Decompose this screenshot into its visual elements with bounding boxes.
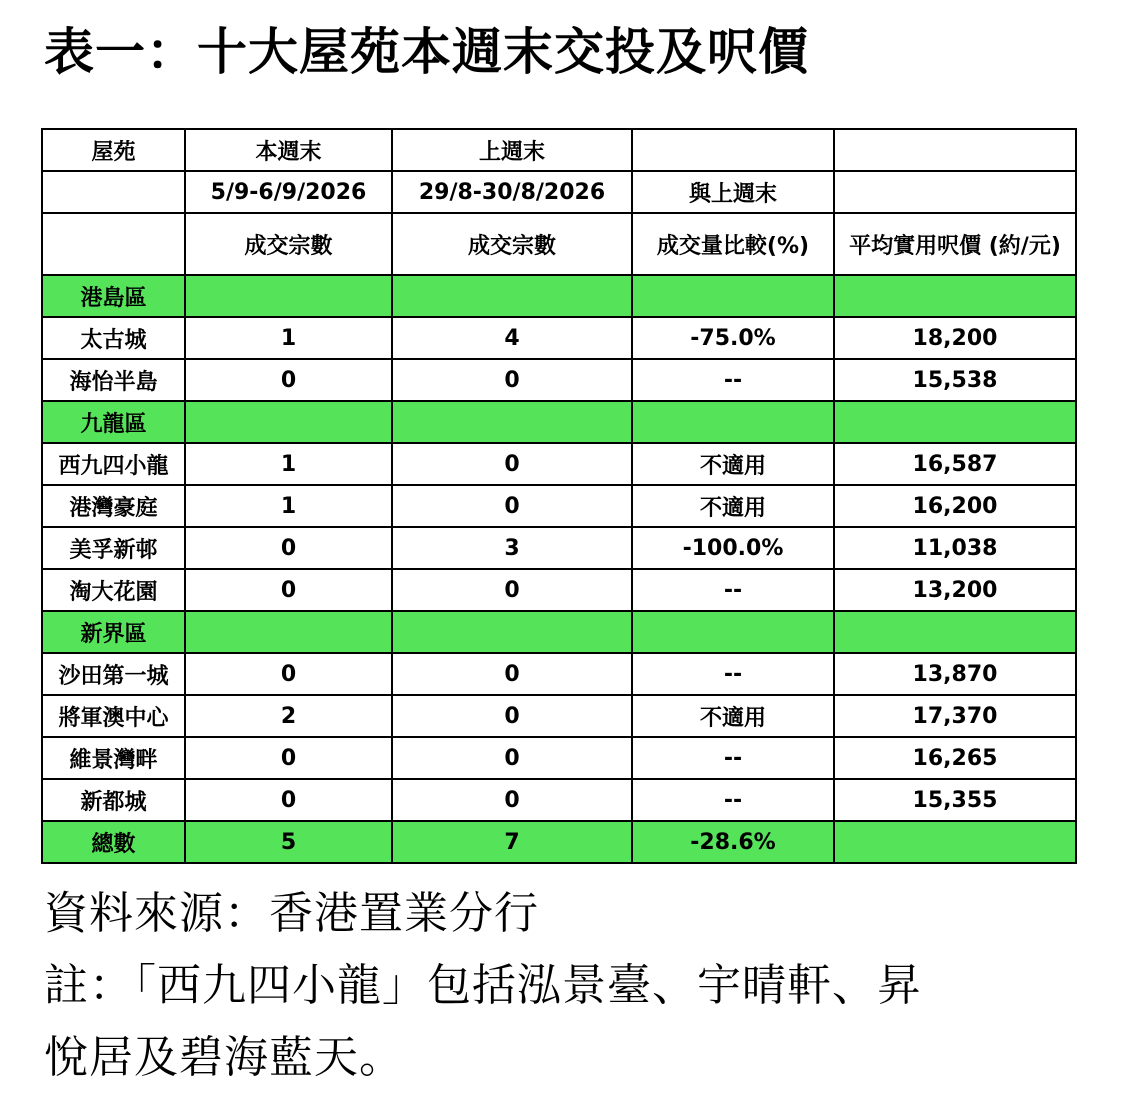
price-cell: [834, 275, 1076, 317]
price-cell: 11,038: [834, 527, 1076, 569]
header-compare-label: 與上週末: [632, 171, 834, 213]
this-weekend-cell: 5: [185, 821, 392, 863]
section-row: [42, 611, 1076, 653]
price-cell: 15,355: [834, 779, 1076, 821]
table-row: [42, 569, 1076, 611]
this-weekend-cell: 0: [185, 569, 392, 611]
last-weekend-cell: 0: [392, 443, 632, 485]
header-estate: 屋苑: [42, 129, 185, 171]
price-cell: 15,538: [834, 359, 1076, 401]
last-weekend-cell: 0: [392, 359, 632, 401]
last-weekend-cell: 0: [392, 695, 632, 737]
header-volume-compare: 成交量比較(%): [632, 213, 834, 275]
transactions-table: [41, 128, 1077, 864]
header-last-weekend: 上週末: [392, 129, 632, 171]
table-body: [42, 129, 1076, 863]
this-weekend-cell: 1: [185, 485, 392, 527]
section-row: [42, 821, 1076, 863]
last-weekend-cell: 7: [392, 821, 632, 863]
this-weekend-cell: 0: [185, 737, 392, 779]
header-last-weekend-dates: 29/8-30/8/2026: [392, 171, 632, 213]
table-row: [42, 317, 1076, 359]
change-cell: -75.0%: [632, 317, 834, 359]
price-cell: [834, 821, 1076, 863]
estate-cell: 西九四小龍: [42, 443, 185, 485]
last-weekend-cell: 3: [392, 527, 632, 569]
estate-cell: 九龍區: [42, 401, 185, 443]
header-row-2: [42, 171, 1076, 213]
header-blank: [632, 129, 834, 171]
estate-cell: 太古城: [42, 317, 185, 359]
this-weekend-cell: 1: [185, 443, 392, 485]
table-row: [42, 485, 1076, 527]
estate-cell: 港島區: [42, 275, 185, 317]
table-row: [42, 695, 1076, 737]
this-weekend-cell: 0: [185, 359, 392, 401]
price-cell: 18,200: [834, 317, 1076, 359]
change-cell: --: [632, 653, 834, 695]
header-this-weekend: 本週末: [185, 129, 392, 171]
estate-cell: 將軍澳中心: [42, 695, 185, 737]
price-cell: 13,200: [834, 569, 1076, 611]
change-cell: [632, 611, 834, 653]
this-weekend-cell: 2: [185, 695, 392, 737]
table-row: [42, 359, 1076, 401]
table-row: [42, 653, 1076, 695]
estate-cell: 沙田第一城: [42, 653, 185, 695]
change-cell: 不適用: [632, 485, 834, 527]
this-weekend-cell: 0: [185, 653, 392, 695]
notes-block: [44, 878, 1104, 1094]
table-row: [42, 779, 1076, 821]
price-cell: 16,587: [834, 443, 1076, 485]
last-weekend-cell: 0: [392, 569, 632, 611]
header-this-weekend-dates: 5/9-6/9/2026: [185, 171, 392, 213]
last-weekend-cell: 4: [392, 317, 632, 359]
last-weekend-cell: 0: [392, 485, 632, 527]
source-note: 資料來源：香港置業分行: [44, 888, 539, 939]
change-cell: 不適用: [632, 443, 834, 485]
estate-cell: 新都城: [42, 779, 185, 821]
header-row-3: [42, 213, 1076, 275]
header-blank: [834, 171, 1076, 213]
this-weekend-cell: [185, 611, 392, 653]
change-cell: --: [632, 779, 834, 821]
change-cell: 不適用: [632, 695, 834, 737]
estate-cell: 維景灣畔: [42, 737, 185, 779]
header-last-deals: 成交宗數: [392, 213, 632, 275]
price-cell: [834, 401, 1076, 443]
estate-cell: 海怡半島: [42, 359, 185, 401]
this-weekend-cell: 0: [185, 779, 392, 821]
this-weekend-cell: [185, 275, 392, 317]
header-this-deals: 成交宗數: [185, 213, 392, 275]
header-row-1: [42, 129, 1076, 171]
last-weekend-cell: [392, 275, 632, 317]
section-row: [42, 401, 1076, 443]
page-title: 表一：十大屋苑本週末交投及呎價: [44, 23, 809, 81]
header-avg-price: 平均實用呎價 (約/元): [834, 213, 1076, 275]
change-cell: --: [632, 737, 834, 779]
table-row: [42, 443, 1076, 485]
this-weekend-cell: 1: [185, 317, 392, 359]
estate-cell: 美孚新邨: [42, 527, 185, 569]
estate-cell: 淘大花園: [42, 569, 185, 611]
price-cell: 17,370: [834, 695, 1076, 737]
table-row: [42, 527, 1076, 569]
last-weekend-cell: 0: [392, 737, 632, 779]
price-cell: 16,200: [834, 485, 1076, 527]
last-weekend-cell: [392, 401, 632, 443]
header-blank: [42, 171, 185, 213]
estate-cell: 總數: [42, 821, 185, 863]
section-row: [42, 275, 1076, 317]
change-cell: [632, 275, 834, 317]
change-cell: [632, 401, 834, 443]
footnote-line-1: 註：「西九四小龍」包括泓景臺、宇晴軒、昇: [44, 960, 922, 1011]
header-blank: [42, 213, 185, 275]
last-weekend-cell: 0: [392, 653, 632, 695]
last-weekend-cell: [392, 611, 632, 653]
change-cell: --: [632, 359, 834, 401]
price-cell: 16,265: [834, 737, 1076, 779]
table-row: [42, 737, 1076, 779]
price-cell: [834, 611, 1076, 653]
footnote-line-2: 悅居及碧海藍天。: [44, 1032, 404, 1083]
header-blank: [834, 129, 1076, 171]
price-cell: 13,870: [834, 653, 1076, 695]
last-weekend-cell: 0: [392, 779, 632, 821]
this-weekend-cell: [185, 401, 392, 443]
change-cell: -100.0%: [632, 527, 834, 569]
change-cell: -28.6%: [632, 821, 834, 863]
change-cell: --: [632, 569, 834, 611]
estate-cell: 新界區: [42, 611, 185, 653]
this-weekend-cell: 0: [185, 527, 392, 569]
estate-cell: 港灣豪庭: [42, 485, 185, 527]
